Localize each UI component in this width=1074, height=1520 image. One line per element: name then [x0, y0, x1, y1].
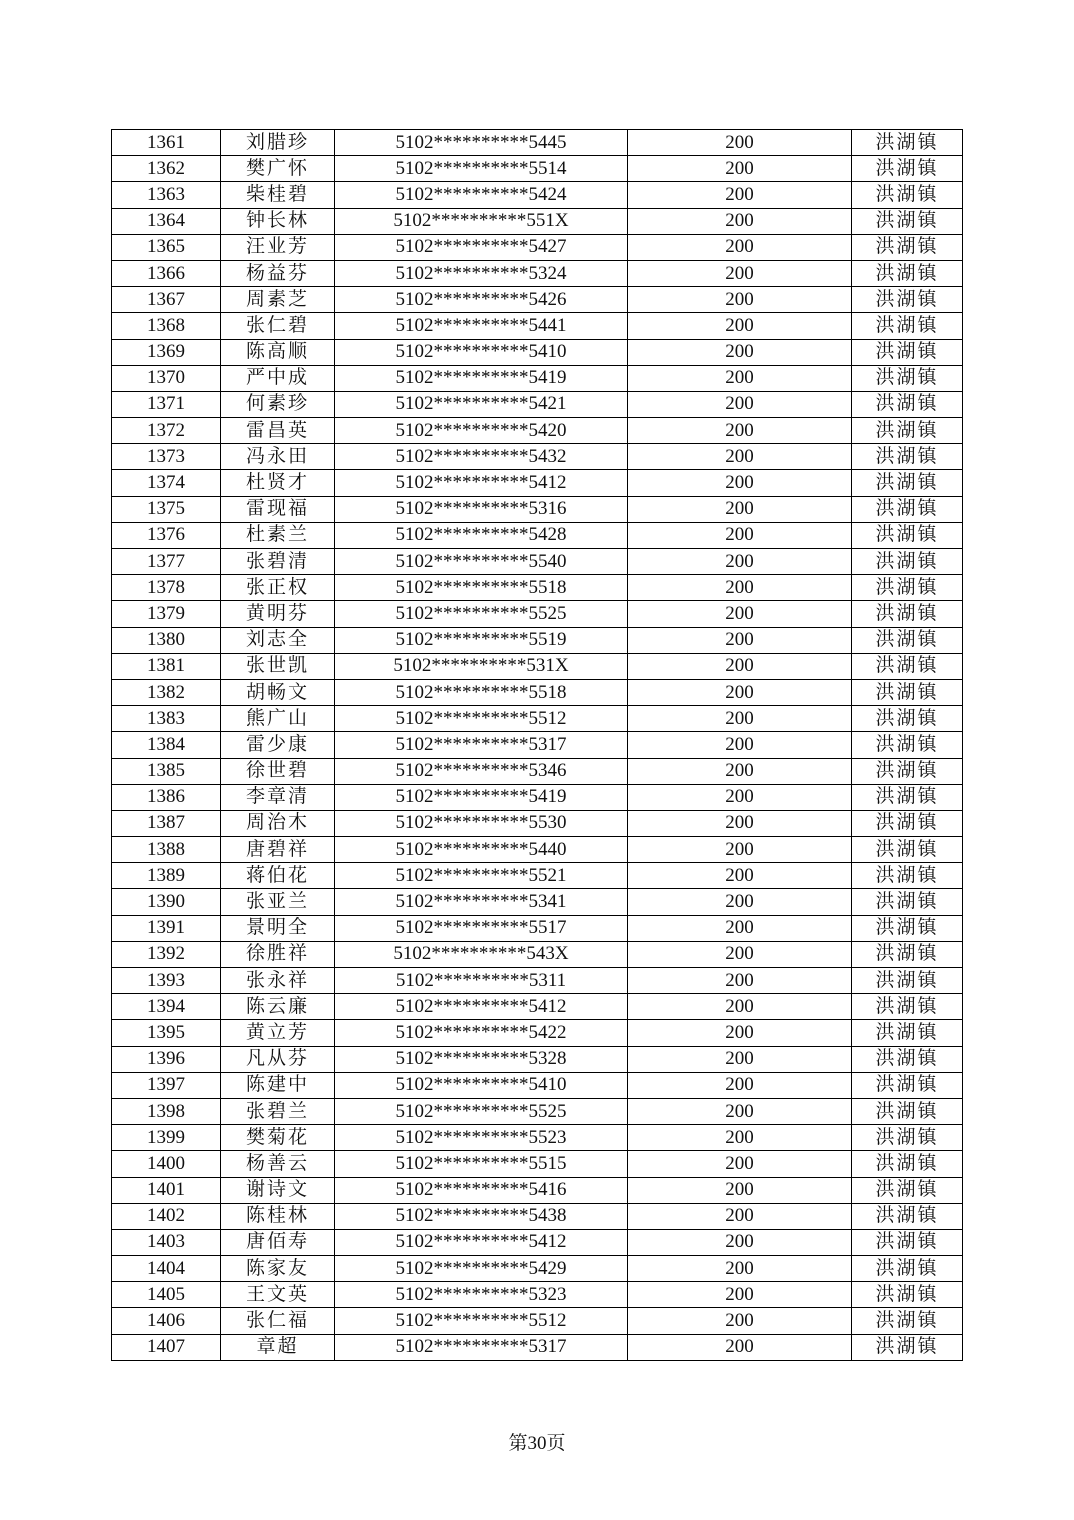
- name-cell: 雷少康: [221, 732, 335, 758]
- amount-cell: 200: [628, 1308, 852, 1334]
- id-number-cell: 5102**********5410: [335, 339, 628, 365]
- id-number-cell: 5102**********5317: [335, 1334, 628, 1360]
- serial-number-cell: 1370: [112, 365, 221, 391]
- town-cell: 洪湖镇: [852, 968, 963, 994]
- name-cell: 樊广怀: [221, 156, 335, 182]
- town-cell: 洪湖镇: [852, 1046, 963, 1072]
- roster-body: [112, 130, 963, 1361]
- table-row: [112, 941, 963, 967]
- serial-number-cell: 1400: [112, 1151, 221, 1177]
- id-number-cell: 5102**********5412: [335, 470, 628, 496]
- amount-cell: 200: [628, 260, 852, 286]
- id-number-cell: 5102**********5432: [335, 444, 628, 470]
- table-row: [112, 601, 963, 627]
- table-row: [112, 1098, 963, 1124]
- serial-number-cell: 1373: [112, 444, 221, 470]
- serial-number-cell: 1384: [112, 732, 221, 758]
- amount-cell: 200: [628, 968, 852, 994]
- table-row: [112, 1256, 963, 1282]
- serial-number-cell: 1365: [112, 234, 221, 260]
- serial-number-cell: 1403: [112, 1229, 221, 1255]
- town-cell: 洪湖镇: [852, 627, 963, 653]
- town-cell: 洪湖镇: [852, 208, 963, 234]
- amount-cell: 200: [628, 1177, 852, 1203]
- table-row: [112, 391, 963, 417]
- table-row: [112, 1177, 963, 1203]
- serial-number-cell: 1379: [112, 601, 221, 627]
- id-number-cell: 5102**********551X: [335, 208, 628, 234]
- name-cell: 景明全: [221, 915, 335, 941]
- name-cell: 张世凯: [221, 653, 335, 679]
- amount-cell: 200: [628, 732, 852, 758]
- name-cell: 徐世碧: [221, 758, 335, 784]
- table-row: [112, 837, 963, 863]
- amount-cell: 200: [628, 549, 852, 575]
- serial-number-cell: 1404: [112, 1256, 221, 1282]
- table-row: [112, 863, 963, 889]
- amount-cell: 200: [628, 1151, 852, 1177]
- amount-cell: 200: [628, 339, 852, 365]
- table-row: [112, 1151, 963, 1177]
- id-number-cell: 5102**********5445: [335, 130, 628, 156]
- town-cell: 洪湖镇: [852, 313, 963, 339]
- amount-cell: 200: [628, 1046, 852, 1072]
- id-number-cell: 5102**********5419: [335, 365, 628, 391]
- table-row: [112, 260, 963, 286]
- name-cell: 唐佰寿: [221, 1229, 335, 1255]
- town-cell: 洪湖镇: [852, 1229, 963, 1255]
- amount-cell: 200: [628, 496, 852, 522]
- name-cell: 唐碧祥: [221, 837, 335, 863]
- serial-number-cell: 1377: [112, 549, 221, 575]
- serial-number-cell: 1383: [112, 706, 221, 732]
- name-cell: 周素芝: [221, 287, 335, 313]
- table-row: [112, 1020, 963, 1046]
- town-cell: 洪湖镇: [852, 679, 963, 705]
- id-number-cell: 5102**********5346: [335, 758, 628, 784]
- amount-cell: 200: [628, 784, 852, 810]
- town-cell: 洪湖镇: [852, 758, 963, 784]
- town-cell: 洪湖镇: [852, 1125, 963, 1151]
- town-cell: 洪湖镇: [852, 130, 963, 156]
- town-cell: 洪湖镇: [852, 470, 963, 496]
- table-row: [112, 444, 963, 470]
- serial-number-cell: 1407: [112, 1334, 221, 1360]
- town-cell: 洪湖镇: [852, 1334, 963, 1360]
- town-cell: 洪湖镇: [852, 889, 963, 915]
- id-number-cell: 5102**********5521: [335, 863, 628, 889]
- town-cell: 洪湖镇: [852, 575, 963, 601]
- name-cell: 胡畅文: [221, 679, 335, 705]
- serial-number-cell: 1372: [112, 418, 221, 444]
- name-cell: 汪业芳: [221, 234, 335, 260]
- serial-number-cell: 1374: [112, 470, 221, 496]
- amount-cell: 200: [628, 1203, 852, 1229]
- table-row: [112, 915, 963, 941]
- town-cell: 洪湖镇: [852, 601, 963, 627]
- serial-number-cell: 1369: [112, 339, 221, 365]
- amount-cell: 200: [628, 1334, 852, 1360]
- id-number-cell: 5102**********5440: [335, 837, 628, 863]
- amount-cell: 200: [628, 1256, 852, 1282]
- id-number-cell: 5102**********5311: [335, 968, 628, 994]
- name-cell: 钟长林: [221, 208, 335, 234]
- amount-cell: 200: [628, 915, 852, 941]
- id-number-cell: 5102**********5328: [335, 1046, 628, 1072]
- name-cell: 张亚兰: [221, 889, 335, 915]
- name-cell: 张仁福: [221, 1308, 335, 1334]
- id-number-cell: 5102**********5420: [335, 418, 628, 444]
- serial-number-cell: 1385: [112, 758, 221, 784]
- amount-cell: 200: [628, 1125, 852, 1151]
- id-number-cell: 5102**********5512: [335, 1308, 628, 1334]
- amount-cell: 200: [628, 522, 852, 548]
- id-number-cell: 5102**********5422: [335, 1020, 628, 1046]
- id-number-cell: 5102**********5429: [335, 1256, 628, 1282]
- id-number-cell: 5102**********5438: [335, 1203, 628, 1229]
- table-row: [112, 1229, 963, 1255]
- town-cell: 洪湖镇: [852, 496, 963, 522]
- name-cell: 凡从芬: [221, 1046, 335, 1072]
- serial-number-cell: 1375: [112, 496, 221, 522]
- amount-cell: 200: [628, 679, 852, 705]
- table-row: [112, 365, 963, 391]
- town-cell: 洪湖镇: [852, 1177, 963, 1203]
- name-cell: 刘腊珍: [221, 130, 335, 156]
- id-number-cell: 5102**********5416: [335, 1177, 628, 1203]
- name-cell: 王文英: [221, 1282, 335, 1308]
- name-cell: 柴桂碧: [221, 182, 335, 208]
- id-number-cell: 5102**********5341: [335, 889, 628, 915]
- town-cell: 洪湖镇: [852, 287, 963, 313]
- town-cell: 洪湖镇: [852, 994, 963, 1020]
- id-number-cell: 5102**********5427: [335, 234, 628, 260]
- amount-cell: 200: [628, 234, 852, 260]
- amount-cell: 200: [628, 182, 852, 208]
- town-cell: 洪湖镇: [852, 706, 963, 732]
- name-cell: 陈建中: [221, 1072, 335, 1098]
- serial-number-cell: 1381: [112, 653, 221, 679]
- amount-cell: 200: [628, 994, 852, 1020]
- serial-number-cell: 1376: [112, 522, 221, 548]
- town-cell: 洪湖镇: [852, 549, 963, 575]
- id-number-cell: 5102**********5317: [335, 732, 628, 758]
- serial-number-cell: 1389: [112, 863, 221, 889]
- id-number-cell: 5102**********5523: [335, 1125, 628, 1151]
- serial-number-cell: 1399: [112, 1125, 221, 1151]
- town-cell: 洪湖镇: [852, 339, 963, 365]
- name-cell: 谢诗文: [221, 1177, 335, 1203]
- serial-number-cell: 1392: [112, 941, 221, 967]
- id-number-cell: 5102**********5512: [335, 706, 628, 732]
- id-number-cell: 5102**********5412: [335, 994, 628, 1020]
- serial-number-cell: 1388: [112, 837, 221, 863]
- serial-number-cell: 1387: [112, 810, 221, 836]
- amount-cell: 200: [628, 810, 852, 836]
- table-row: [112, 889, 963, 915]
- name-cell: 李章清: [221, 784, 335, 810]
- serial-number-cell: 1378: [112, 575, 221, 601]
- town-cell: 洪湖镇: [852, 784, 963, 810]
- id-number-cell: 5102**********5518: [335, 679, 628, 705]
- serial-number-cell: 1367: [112, 287, 221, 313]
- serial-number-cell: 1406: [112, 1308, 221, 1334]
- serial-number-cell: 1364: [112, 208, 221, 234]
- id-number-cell: 5102**********5412: [335, 1229, 628, 1255]
- id-number-cell: 5102**********5316: [335, 496, 628, 522]
- amount-cell: 200: [628, 287, 852, 313]
- table-row: [112, 653, 963, 679]
- town-cell: 洪湖镇: [852, 418, 963, 444]
- name-cell: 陈家友: [221, 1256, 335, 1282]
- town-cell: 洪湖镇: [852, 522, 963, 548]
- name-cell: 张仁碧: [221, 313, 335, 339]
- serial-number-cell: 1394: [112, 994, 221, 1020]
- amount-cell: 200: [628, 837, 852, 863]
- town-cell: 洪湖镇: [852, 1098, 963, 1124]
- name-cell: 章超: [221, 1334, 335, 1360]
- name-cell: 樊菊花: [221, 1125, 335, 1151]
- serial-number-cell: 1405: [112, 1282, 221, 1308]
- town-cell: 洪湖镇: [852, 1256, 963, 1282]
- serial-number-cell: 1398: [112, 1098, 221, 1124]
- id-number-cell: 5102**********5419: [335, 784, 628, 810]
- id-number-cell: 5102**********5323: [335, 1282, 628, 1308]
- serial-number-cell: 1395: [112, 1020, 221, 1046]
- table-row: [112, 1308, 963, 1334]
- table-row: [112, 627, 963, 653]
- id-number-cell: 5102**********5519: [335, 627, 628, 653]
- id-number-cell: 5102**********5410: [335, 1072, 628, 1098]
- amount-cell: 200: [628, 627, 852, 653]
- amount-cell: 200: [628, 365, 852, 391]
- name-cell: 雷现福: [221, 496, 335, 522]
- amount-cell: 200: [628, 1020, 852, 1046]
- serial-number-cell: 1401: [112, 1177, 221, 1203]
- name-cell: 张碧兰: [221, 1098, 335, 1124]
- town-cell: 洪湖镇: [852, 1072, 963, 1098]
- town-cell: 洪湖镇: [852, 810, 963, 836]
- town-cell: 洪湖镇: [852, 941, 963, 967]
- table-row: [112, 234, 963, 260]
- table-row: [112, 784, 963, 810]
- serial-number-cell: 1361: [112, 130, 221, 156]
- id-number-cell: 5102**********5525: [335, 601, 628, 627]
- table-row: [112, 549, 963, 575]
- amount-cell: 200: [628, 941, 852, 967]
- table-row: [112, 313, 963, 339]
- amount-cell: 200: [628, 1229, 852, 1255]
- table-row: [112, 994, 963, 1020]
- table-row: [112, 182, 963, 208]
- table-row: [112, 156, 963, 182]
- amount-cell: 200: [628, 758, 852, 784]
- page-number: 第30页: [508, 1433, 566, 1454]
- name-cell: 张碧清: [221, 549, 335, 575]
- table-row: [112, 1334, 963, 1360]
- id-number-cell: 5102**********5518: [335, 575, 628, 601]
- town-cell: 洪湖镇: [852, 1020, 963, 1046]
- table-row: [112, 418, 963, 444]
- town-cell: 洪湖镇: [852, 444, 963, 470]
- name-cell: 雷昌英: [221, 418, 335, 444]
- serial-number-cell: 1382: [112, 679, 221, 705]
- table-row: [112, 575, 963, 601]
- name-cell: 刘志全: [221, 627, 335, 653]
- table-row: [112, 758, 963, 784]
- serial-number-cell: 1396: [112, 1046, 221, 1072]
- id-number-cell: 5102**********5324: [335, 260, 628, 286]
- town-cell: 洪湖镇: [852, 365, 963, 391]
- table-row: [112, 732, 963, 758]
- serial-number-cell: 1363: [112, 182, 221, 208]
- amount-cell: 200: [628, 418, 852, 444]
- name-cell: 蒋伯花: [221, 863, 335, 889]
- name-cell: 周治木: [221, 810, 335, 836]
- serial-number-cell: 1402: [112, 1203, 221, 1229]
- town-cell: 洪湖镇: [852, 391, 963, 417]
- table-row: [112, 1282, 963, 1308]
- amount-cell: 200: [628, 130, 852, 156]
- table-row: [112, 496, 963, 522]
- name-cell: 陈云廉: [221, 994, 335, 1020]
- table-row: [112, 679, 963, 705]
- serial-number-cell: 1397: [112, 1072, 221, 1098]
- town-cell: 洪湖镇: [852, 653, 963, 679]
- serial-number-cell: 1366: [112, 260, 221, 286]
- amount-cell: 200: [628, 575, 852, 601]
- id-number-cell: 5102**********5530: [335, 810, 628, 836]
- table-row: [112, 208, 963, 234]
- amount-cell: 200: [628, 653, 852, 679]
- name-cell: 杨益芬: [221, 260, 335, 286]
- serial-number-cell: 1371: [112, 391, 221, 417]
- amount-cell: 200: [628, 156, 852, 182]
- table-row: [112, 339, 963, 365]
- table-row: [112, 470, 963, 496]
- id-number-cell: 5102**********5421: [335, 391, 628, 417]
- town-cell: 洪湖镇: [852, 260, 963, 286]
- town-cell: 洪湖镇: [852, 837, 963, 863]
- id-number-cell: 5102**********5428: [335, 522, 628, 548]
- id-number-cell: 5102**********5517: [335, 915, 628, 941]
- serial-number-cell: 1362: [112, 156, 221, 182]
- serial-number-cell: 1368: [112, 313, 221, 339]
- name-cell: 陈桂林: [221, 1203, 335, 1229]
- table-row: [112, 810, 963, 836]
- serial-number-cell: 1386: [112, 784, 221, 810]
- table-row: [112, 130, 963, 156]
- serial-number-cell: 1393: [112, 968, 221, 994]
- town-cell: 洪湖镇: [852, 234, 963, 260]
- town-cell: 洪湖镇: [852, 1151, 963, 1177]
- town-cell: 洪湖镇: [852, 182, 963, 208]
- amount-cell: 200: [628, 470, 852, 496]
- table-row: [112, 522, 963, 548]
- amount-cell: 200: [628, 391, 852, 417]
- serial-number-cell: 1390: [112, 889, 221, 915]
- town-cell: 洪湖镇: [852, 156, 963, 182]
- town-cell: 洪湖镇: [852, 1203, 963, 1229]
- amount-cell: 200: [628, 601, 852, 627]
- table-row: [112, 1046, 963, 1072]
- town-cell: 洪湖镇: [852, 915, 963, 941]
- id-number-cell: 5102**********5540: [335, 549, 628, 575]
- table-row: [112, 287, 963, 313]
- town-cell: 洪湖镇: [852, 863, 963, 889]
- amount-cell: 200: [628, 1282, 852, 1308]
- name-cell: 冯永田: [221, 444, 335, 470]
- id-number-cell: 5102**********5441: [335, 313, 628, 339]
- table-row: [112, 1072, 963, 1098]
- name-cell: 熊广山: [221, 706, 335, 732]
- subsidy-roster-table: [111, 129, 963, 1361]
- amount-cell: 200: [628, 1098, 852, 1124]
- name-cell: 张永祥: [221, 968, 335, 994]
- town-cell: 洪湖镇: [852, 1282, 963, 1308]
- amount-cell: 200: [628, 863, 852, 889]
- table-row: [112, 1203, 963, 1229]
- amount-cell: 200: [628, 313, 852, 339]
- id-number-cell: 5102**********543X: [335, 941, 628, 967]
- name-cell: 徐胜祥: [221, 941, 335, 967]
- amount-cell: 200: [628, 1072, 852, 1098]
- id-number-cell: 5102**********5525: [335, 1098, 628, 1124]
- table-row: [112, 1125, 963, 1151]
- amount-cell: 200: [628, 208, 852, 234]
- amount-cell: 200: [628, 706, 852, 732]
- id-number-cell: 5102**********531X: [335, 653, 628, 679]
- name-cell: 严中成: [221, 365, 335, 391]
- id-number-cell: 5102**********5515: [335, 1151, 628, 1177]
- amount-cell: 200: [628, 444, 852, 470]
- town-cell: 洪湖镇: [852, 1308, 963, 1334]
- name-cell: 黄明芬: [221, 601, 335, 627]
- id-number-cell: 5102**********5514: [335, 156, 628, 182]
- table-row: [112, 968, 963, 994]
- table-row: [112, 706, 963, 732]
- name-cell: 黄立芳: [221, 1020, 335, 1046]
- name-cell: 杜素兰: [221, 522, 335, 548]
- name-cell: 何素珍: [221, 391, 335, 417]
- town-cell: 洪湖镇: [852, 732, 963, 758]
- name-cell: 陈高顺: [221, 339, 335, 365]
- serial-number-cell: 1391: [112, 915, 221, 941]
- id-number-cell: 5102**********5426: [335, 287, 628, 313]
- name-cell: 张正权: [221, 575, 335, 601]
- name-cell: 杨善云: [221, 1151, 335, 1177]
- amount-cell: 200: [628, 889, 852, 915]
- serial-number-cell: 1380: [112, 627, 221, 653]
- name-cell: 杜贤才: [221, 470, 335, 496]
- id-number-cell: 5102**********5424: [335, 182, 628, 208]
